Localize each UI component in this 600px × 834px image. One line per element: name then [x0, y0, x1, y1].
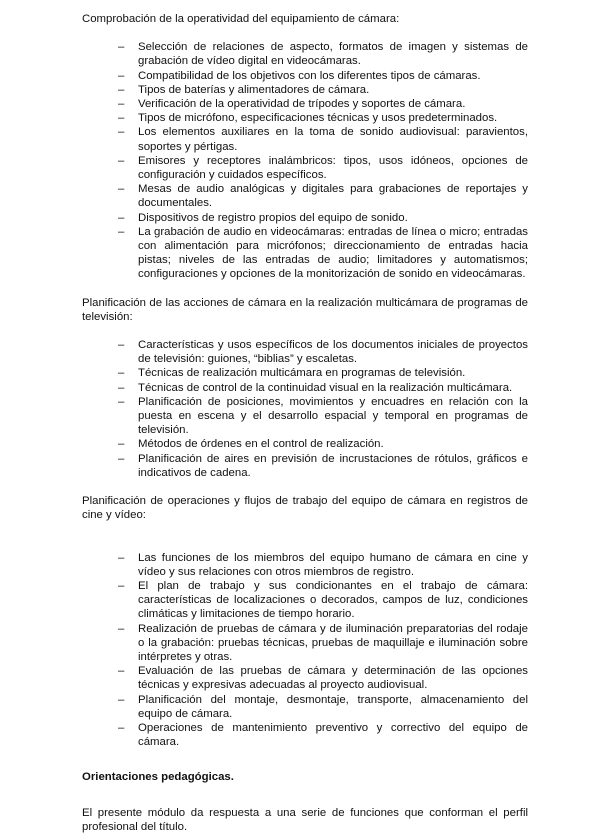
dash-icon: – — [118, 112, 125, 125]
dash-icon: – — [118, 438, 125, 451]
dash-icon: – — [118, 721, 125, 734]
list-item — [82, 452, 528, 480]
list-item-text: Tipos de micrófono, especificaciones técnicas y usos predeterminados. — [138, 112, 498, 125]
list-item — [82, 125, 528, 153]
dash-icon: – — [118, 183, 125, 196]
list-item-text: Técnicas de realización multicámara en programas de televisión. — [138, 367, 466, 380]
list-item — [82, 182, 528, 210]
dash-icon: – — [118, 154, 125, 167]
list-item-text: Operaciones de mantenimiento preventivo y correctivo del equipo de cámara. — [138, 721, 528, 749]
list-item — [82, 211, 528, 225]
list-item-text: Técnicas de control de la continuidad visual en la realización multicámara. — [138, 381, 513, 394]
bullet-list — [82, 40, 528, 281]
list-item-text: El plan de trabajo y sus condicionantes en el trabajo de cámara: características de localizaciones o decorados, campos de luz, condiciones climáticas y limitaciones de tiempo horario. — [138, 579, 528, 621]
dash-icon: – — [118, 69, 125, 82]
list-item — [82, 579, 528, 622]
list-item — [82, 622, 528, 665]
list-item-text: Planificación de posiciones, movimientos y encuadres en relación con la puesta en escena y el desarrollo espacial y temporal en programas de televisión. — [138, 395, 528, 437]
list-item-text: Mesas de audio analógicas y digitales para grabaciones de reportajes y documentales. — [138, 183, 528, 210]
document-page — [82, 12, 528, 834]
dash-icon: – — [118, 225, 125, 238]
list-item — [82, 97, 528, 111]
section-title: Planificación de las acciones de cámara en la realización multicámara de programas de televisión: — [82, 296, 528, 323]
list-item — [82, 40, 528, 68]
dash-icon: – — [118, 551, 125, 564]
dash-icon: – — [118, 622, 125, 635]
dash-icon: – — [118, 381, 125, 394]
list-item-text: Tipos de baterías y alimentadores de cámara. — [138, 83, 370, 96]
section-title: Planificación de operaciones y flujos de trabajo del equipo de cámara en registros de cine y vídeo: — [82, 495, 528, 522]
list-item — [82, 395, 528, 438]
orientaciones-paragraph: El presente módulo da respuesta a una serie de funciones que conforman el perfil profesional del título. — [82, 806, 528, 833]
list-item — [82, 437, 528, 451]
dash-icon: – — [118, 211, 125, 224]
dash-icon: – — [118, 452, 125, 465]
list-item — [82, 721, 528, 749]
dash-icon: – — [118, 665, 125, 678]
list-item-text: Emisores y receptores inalámbricos: tipos, usos idóneos, opciones de configuración y cuidados específicos. — [138, 154, 528, 182]
orientaciones-heading: Orientaciones pedagógicas. — [82, 771, 234, 784]
list-item-text: Métodos de órdenes en el control de realización. — [138, 438, 384, 451]
list-item — [82, 154, 528, 182]
list-item — [82, 366, 528, 380]
bullet-list — [82, 551, 528, 750]
dash-icon: – — [118, 98, 125, 111]
list-item — [82, 693, 528, 721]
list-item-text: Los elementos auxiliares en la toma de sonido audiovisual: paravientos, soportes y pértigas. — [138, 126, 528, 153]
list-item-text: Selección de relaciones de aspecto, formatos de imagen y sistemas de grabación de vídeo digital en videocámaras. — [138, 41, 528, 68]
list-item-text: Dispositivos de registro propios del equipo de sonido. — [138, 211, 408, 224]
list-item-text: Características y usos específicos de los documentos iniciales de proyectos de televisión: guiones, “biblias” y escaletas. — [138, 339, 528, 366]
list-item — [82, 83, 528, 97]
dash-icon: – — [118, 693, 125, 706]
dash-icon: – — [118, 339, 125, 352]
list-item — [82, 381, 528, 395]
list-item-text: Realización de pruebas de cámara y de iluminación preparatorias del rodaje o la grabación: pruebas técnicas, pruebas de maquillaje e iluminación sobre intérpretes y otras. — [138, 622, 528, 663]
bullet-list — [82, 338, 528, 480]
list-item-text: Planificación de aires en previsión de incrustaciones de rótulos, gráficos e indicativos de cadena. — [138, 452, 528, 479]
list-item — [82, 111, 528, 125]
list-item-text: Planificación del montaje, desmontaje, transporte, almacenamiento del equipo de cámara. — [138, 693, 528, 720]
list-item-text: Evaluación de las pruebas de cámara y determinación de las opciones técnicas y expresivas adecuadas al proyecto audiovisual. — [138, 665, 528, 692]
list-item — [82, 551, 528, 579]
dash-icon: – — [118, 126, 125, 139]
list-item-text: Verificación de la operatividad de trípodes y soportes de cámara. — [138, 98, 466, 111]
list-item — [82, 664, 528, 692]
dash-icon: – — [118, 367, 125, 380]
dash-icon: – — [118, 395, 125, 408]
list-item-text: Compatibilidad de los objetivos con los diferentes tipos de cámaras. — [138, 69, 481, 82]
list-item — [82, 225, 528, 282]
dash-icon: – — [118, 41, 125, 54]
dash-icon: – — [118, 83, 125, 96]
section-title: Comprobación de la operatividad del equipamiento de cámara: — [82, 13, 400, 25]
list-item — [82, 338, 528, 366]
list-item — [82, 69, 528, 83]
list-item-text: Las funciones de los miembros del equipo humano de cámara en cine y vídeo y sus relaciones con otros miembros de registro. — [138, 551, 528, 578]
dash-icon: – — [118, 579, 125, 592]
list-item-text: La grabación de audio en videocámaras: entradas de línea o micro; entradas con alimentación para micrófonos; direccionamiento de entradas hacia pistas; niveles de las entradas de audio; limitadores y automatismos; configuraciones y opciones de la monitorización de sonido en videocámaras. — [138, 225, 528, 281]
